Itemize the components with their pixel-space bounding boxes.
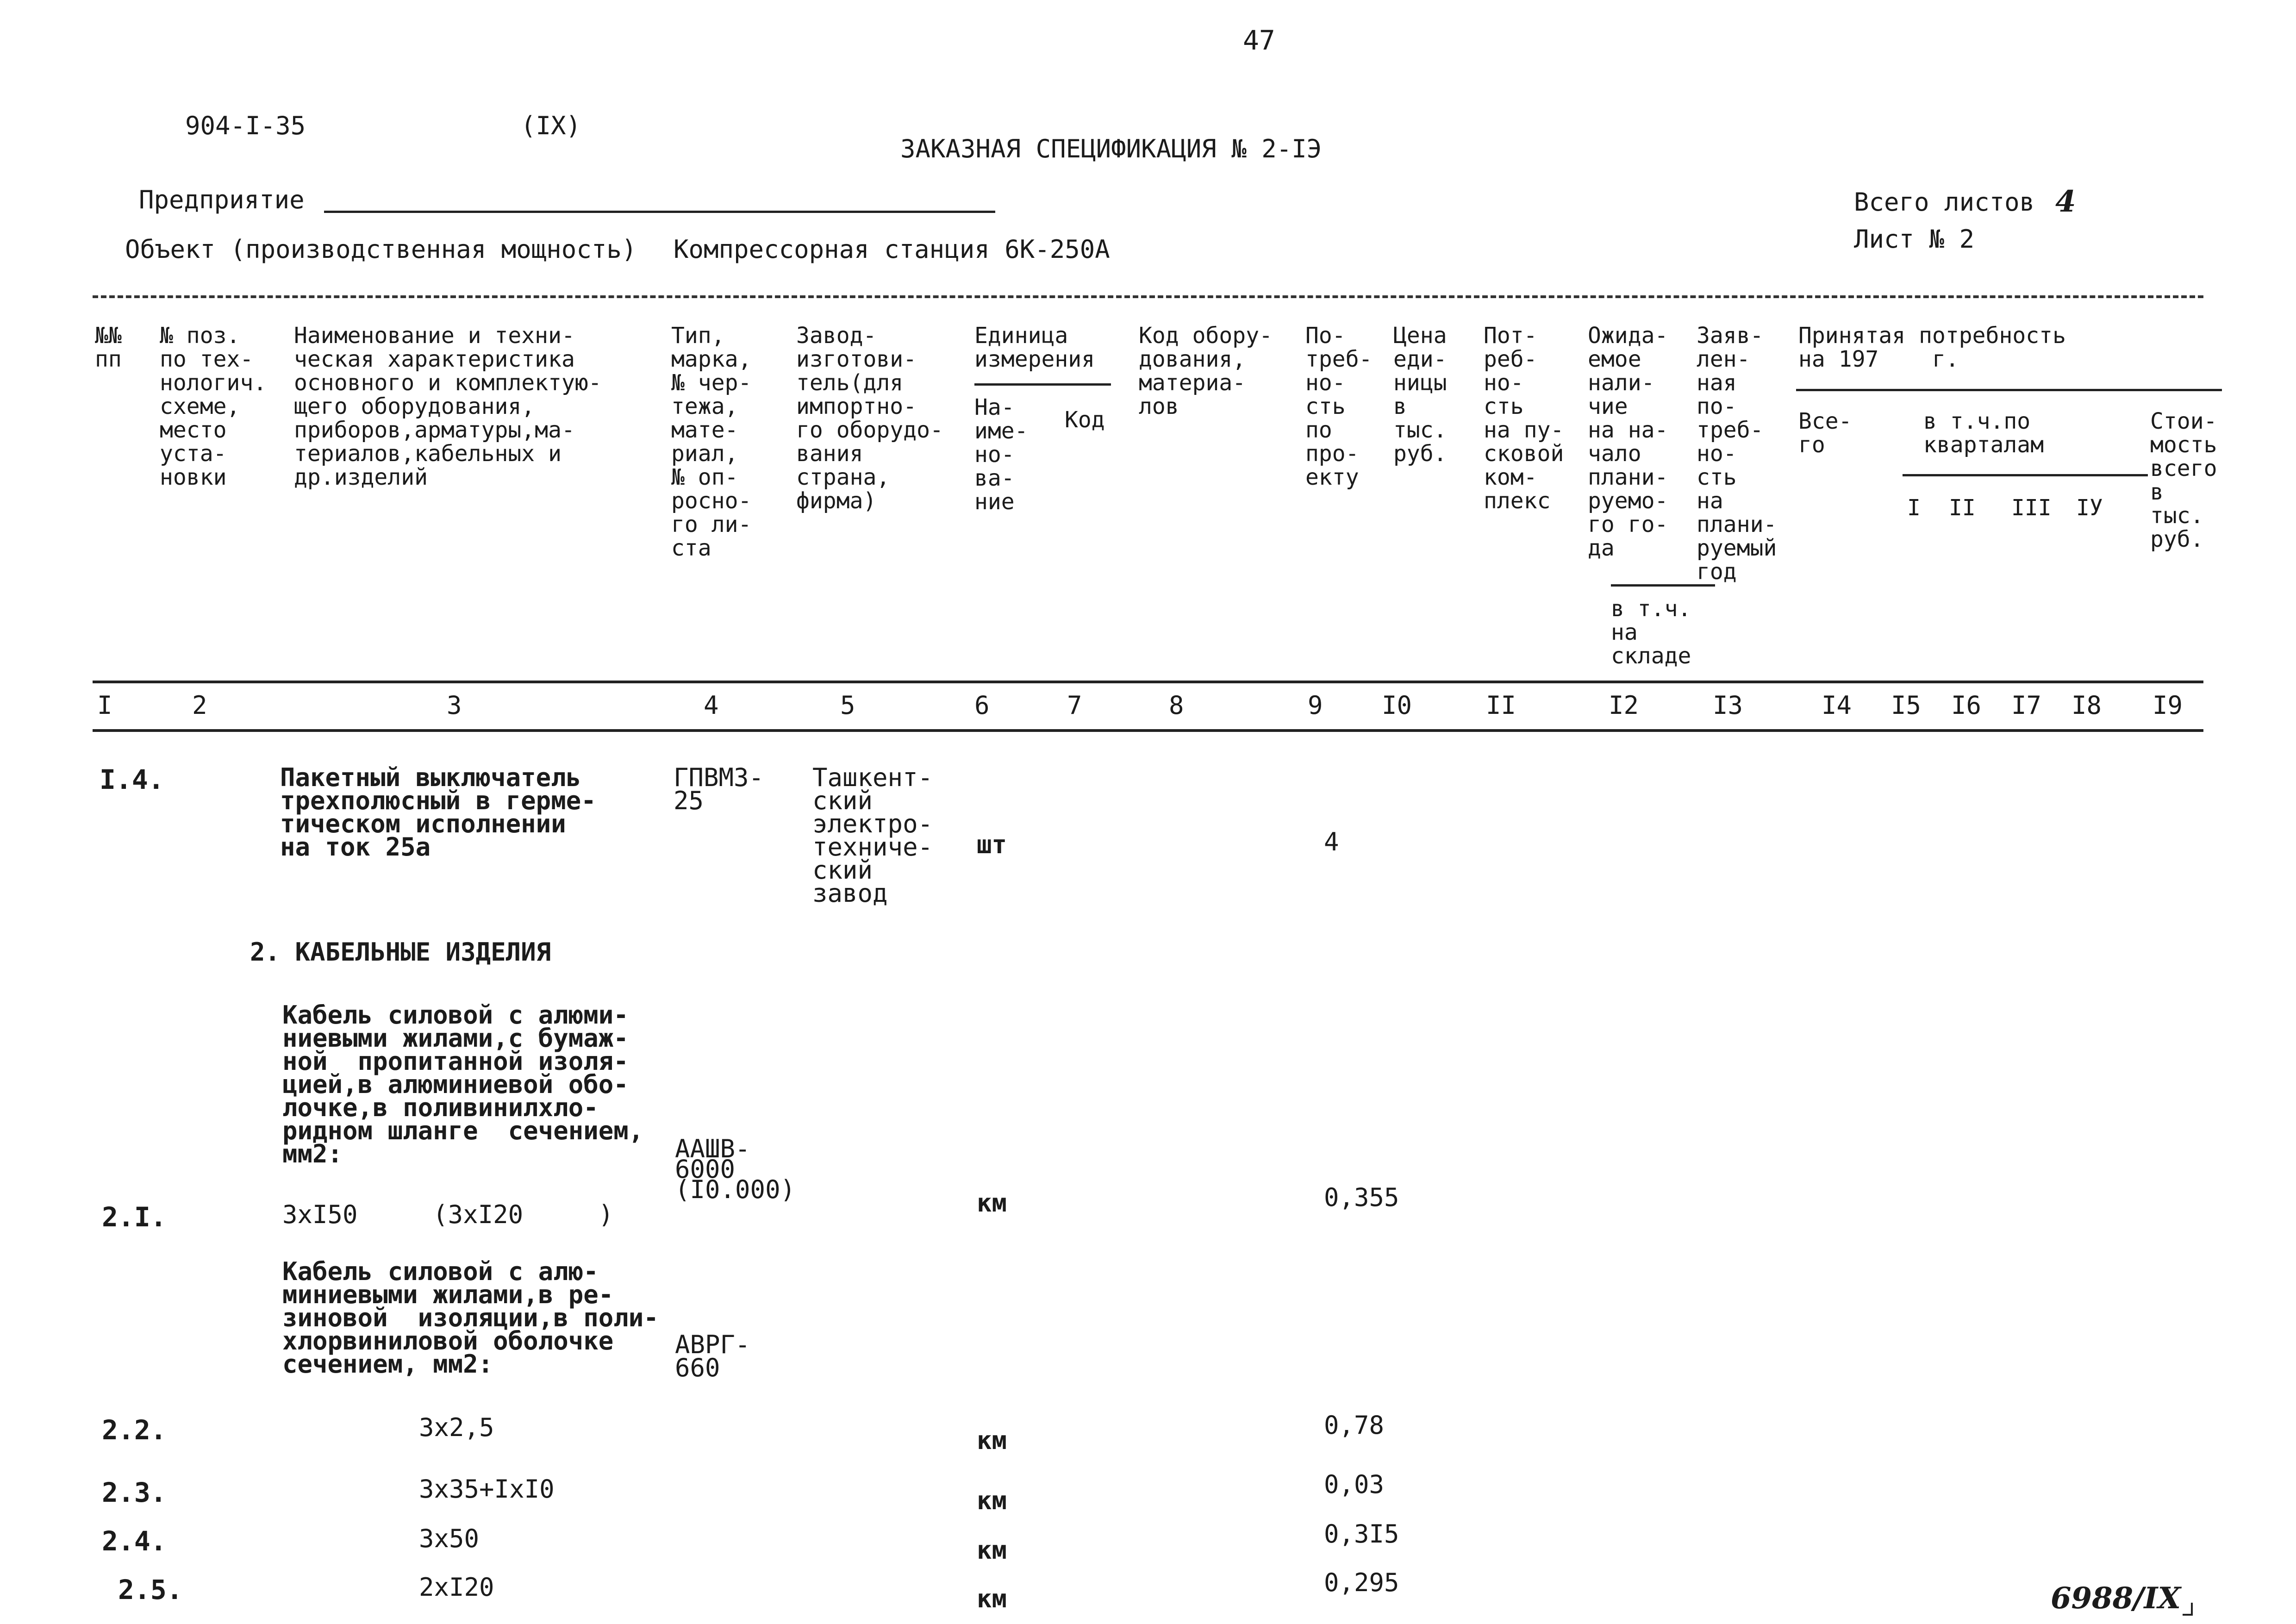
row-number: I.4. xyxy=(100,764,164,795)
col-header-unit-group: Единица измерения xyxy=(974,323,1095,372)
row-item-name: 2хI20 xyxy=(419,1573,494,1602)
row-item-unit: км xyxy=(977,1426,1007,1455)
row-item-name: Пакетный выключатель трехполюсный в герме- тическом исполнении на ток 25а xyxy=(280,763,596,862)
column-number: I5 xyxy=(1891,691,1922,720)
row-item-unit: км xyxy=(977,1536,1007,1565)
column-number: I4 xyxy=(1822,691,1852,720)
col-header-type: Тип, марка, № чер- тежа, мате- риал, № оп- росно- го ли- ста xyxy=(671,323,752,561)
cable-group-description: Кабель силовой с алю- миниевыми жилами,в ре- зиновой изоляции,в поли- хлорвиниловой оболочке сечением, мм2: xyxy=(282,1257,659,1379)
row-number: 2.3. xyxy=(102,1477,167,1508)
row-item-name: 3х50 xyxy=(419,1524,480,1553)
row-item-quantity: 0,3I5 xyxy=(1324,1519,1399,1549)
row-item-quantity: 0,355 xyxy=(1324,1183,1399,1212)
col-header-row-number: №№ пп xyxy=(95,323,122,372)
header-top-rule xyxy=(93,295,2203,298)
column-number: 8 xyxy=(1169,691,1184,720)
unit-group-rule xyxy=(974,383,1111,386)
row-item-type: ГПВМЗ- 25 xyxy=(674,763,764,815)
album-number: (IX) xyxy=(521,111,581,140)
stamp-corner-mark xyxy=(2183,1603,2193,1616)
object-value: Компрессорная станция 6К-250А xyxy=(674,235,1110,264)
cable-group-type: АВРГ- 660 xyxy=(675,1330,750,1382)
sheet-label: Лист № 2 xyxy=(1854,225,1975,254)
object-label: Объект (производственная мощность) xyxy=(125,235,637,264)
col-header-total: Все- го xyxy=(1798,408,1852,458)
column-number: 3 xyxy=(447,691,462,720)
col-header-quarter-1: I xyxy=(1907,495,1921,521)
document-code: 904-I-35 xyxy=(185,111,306,140)
col-header-position: № поз. по тех- нологич. схеме, место уста- новки xyxy=(160,323,267,490)
total-sheets-label: Всего листов xyxy=(1854,187,2035,217)
column-number: 7 xyxy=(1067,691,1082,720)
row-number: 2.I. xyxy=(102,1201,167,1233)
row-item-name: 3х2,5 xyxy=(419,1413,494,1442)
col-header-quarter-2: II xyxy=(1949,495,1976,521)
col-header-cost-total: Стои- мость всего в тыс. руб. xyxy=(2150,408,2217,552)
col-header-equipment-code: Код обору- дования, материа- лов xyxy=(1139,323,1273,419)
col-header-in-stock: в т.ч. на складе xyxy=(1611,596,1691,669)
row-item-unit: км xyxy=(977,1584,1007,1613)
row-number: 2.2. xyxy=(102,1414,167,1446)
column-number: I xyxy=(97,691,112,720)
col-header-declared-need: Заяв- лен- ная по- треб- но- сть на плани- руемый год xyxy=(1697,323,1777,585)
row-number: 2.4. xyxy=(102,1525,167,1557)
col-header-startup-complex: Пот- реб- но- сть на пу- сковой ком- плекс xyxy=(1484,323,1564,514)
column-number: I7 xyxy=(2011,691,2042,720)
section-heading: 2. КАБЕЛЬНЫЕ ИЗДЕЛИЯ xyxy=(250,937,551,967)
column-number: 6 xyxy=(974,691,990,720)
column-number: I2 xyxy=(1609,691,1639,720)
column-number: I9 xyxy=(2152,691,2183,720)
row-item-unit: км xyxy=(977,1188,1007,1218)
enterprise-label: Предприятие xyxy=(139,185,305,214)
page-number: 47 xyxy=(1243,25,1275,56)
col-header-quarter-4: IУ xyxy=(2076,495,2103,521)
row-number: 2.5. xyxy=(118,1574,183,1605)
column-number: I0 xyxy=(1382,691,1412,720)
document-title: ЗАКАЗНАЯ СПЕЦИФИКАЦИЯ № 2-IЭ xyxy=(900,134,1322,163)
row-item-name: 3х35+IхI0 xyxy=(419,1474,555,1504)
column-number: 2 xyxy=(192,691,207,720)
col-header-name: Наименование и техни- ческая характеристика основного и комплектую- щего оборудования, приборов,арматуры,ма- териалов,кабельных и др.изделий xyxy=(294,323,602,490)
row-item-unit: км xyxy=(977,1486,1007,1515)
column-number: I8 xyxy=(2071,691,2102,720)
row-item-quantity: 4 xyxy=(1324,827,1339,856)
col-header-quarter-3: III xyxy=(2011,495,2052,521)
inventory-stamp: 6988/IX xyxy=(2051,1581,2181,1616)
row-item-quantity: 0,03 xyxy=(1324,1470,1385,1499)
column-number: 4 xyxy=(704,691,719,720)
header-bottom-rule xyxy=(93,681,2203,683)
col-header-quarters-group: в т.ч.по кварталам xyxy=(1923,408,2044,458)
col-header-unit-code: Код xyxy=(1065,407,1105,433)
col-header-expected-availability: Ожида- емое нали- чие на на- чало плани- руемо- го го- да xyxy=(1588,323,1668,561)
row-item-unit: шт xyxy=(977,830,1007,859)
enterprise-underline xyxy=(324,211,995,213)
col-header-manufacturer: Завод- изготови- тель(для импортно- го оборудо- вания страна, фирма) xyxy=(796,323,943,514)
row-item-quantity: 0,78 xyxy=(1324,1411,1385,1440)
row-item-name: 3хI50 (3хI20 ) xyxy=(282,1200,614,1229)
cable-group-type: ААШВ- 6000 (I0.000) xyxy=(675,1134,796,1204)
column-numbers-rule xyxy=(93,729,2203,732)
col-header-unit-price: Цена еди- ницы в тыс. руб. xyxy=(1393,323,1447,467)
cable-group-description: Кабель силовой с алюми- ниевыми жилами,с бумаж- ной пропитанной изоля- цией,в алюминиевой обо- лочке,в поливинилхло- ридном шланге сечением, мм2: xyxy=(282,1000,644,1168)
col-header-unit-name: На- име- но- ва- ние xyxy=(974,394,1028,515)
col-header-required-by-project: По- треб- но- сть по про- екту xyxy=(1305,323,1373,490)
column-number: I6 xyxy=(1951,691,1982,720)
column-number: 5 xyxy=(840,691,855,720)
accepted-group-rule xyxy=(1796,389,2222,391)
total-sheets-value: 4 xyxy=(2055,184,2076,219)
column-number: 9 xyxy=(1308,691,1323,720)
column-number: I3 xyxy=(1713,691,1743,720)
row-item-quantity: 0,295 xyxy=(1324,1568,1399,1597)
col-header-accepted-group: Принятая потребность на 197 г. xyxy=(1798,323,2066,372)
column-number: II xyxy=(1486,691,1516,720)
quarters-group-rule xyxy=(1903,474,2148,476)
row-item-manufacturer: Ташкент- ский электро- техниче- ский завод xyxy=(812,763,933,908)
